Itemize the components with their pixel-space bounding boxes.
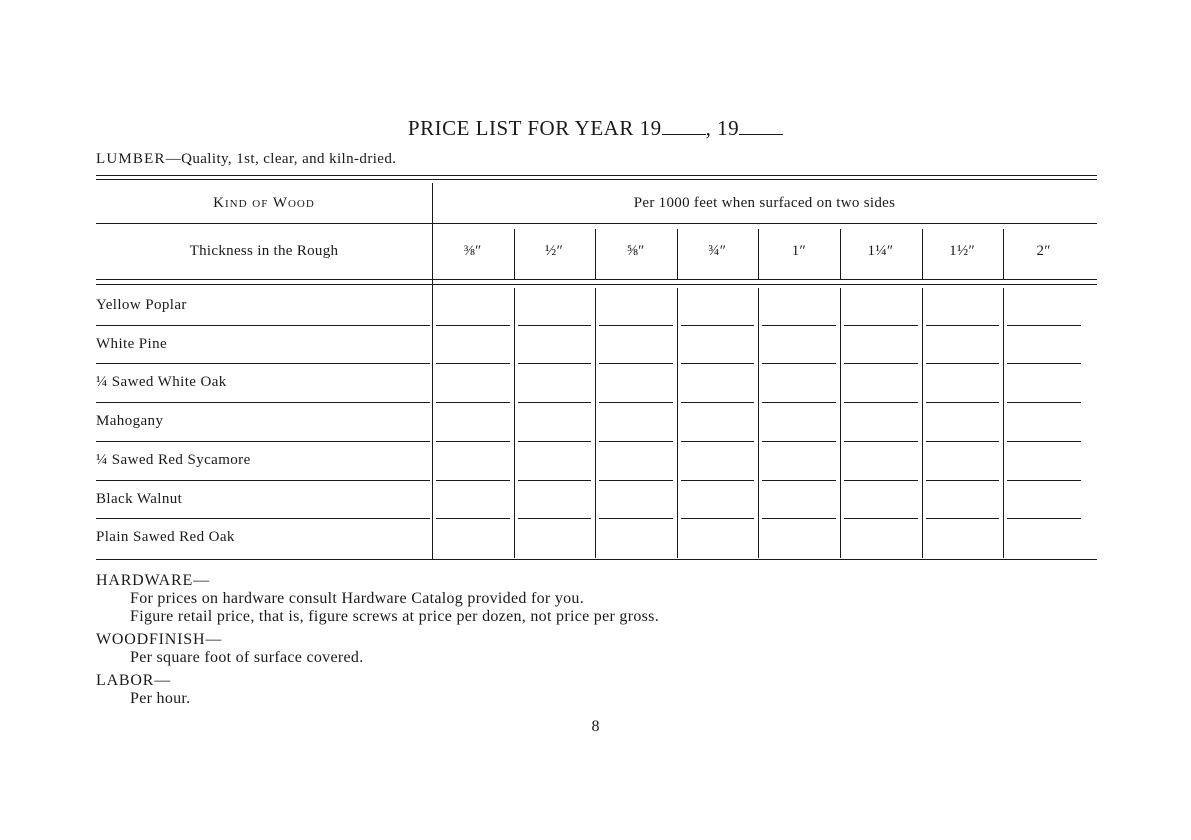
row-divider — [96, 325, 430, 326]
price-cell-blank[interactable] — [436, 441, 510, 442]
price-cell-blank[interactable] — [681, 402, 755, 403]
size-header: 1″ — [791, 243, 807, 259]
price-cell-blank[interactable] — [926, 402, 1000, 403]
size-column-divider — [840, 229, 841, 279]
price-cell-blank[interactable] — [599, 363, 673, 364]
size-column-divider — [1003, 229, 1004, 279]
wood-row-label: ¼ Sawed Red Sycamore — [96, 451, 251, 468]
price-cell-blank[interactable] — [436, 325, 510, 326]
price-cell-blank[interactable] — [844, 518, 918, 519]
wood-row-label: Plain Sawed Red Oak — [96, 529, 235, 546]
price-cell-blank[interactable] — [681, 441, 755, 442]
size-header: 1½″ — [949, 243, 976, 259]
price-cell-blank[interactable] — [762, 518, 836, 519]
notes-section — [96, 572, 659, 708]
header-divider — [96, 223, 1097, 224]
price-cell-blank[interactable] — [599, 402, 673, 403]
header-bottom-rule — [96, 279, 1097, 280]
price-cell-blank[interactable] — [926, 480, 1000, 481]
price-column-divider — [922, 288, 923, 558]
page-number: 8 — [591, 718, 600, 735]
price-cell-blank[interactable] — [762, 480, 836, 481]
price-cell-blank[interactable] — [518, 480, 592, 481]
price-cell-blank[interactable] — [1007, 518, 1081, 519]
price-cell-blank[interactable] — [518, 441, 592, 442]
title-prefix: PRICE LIST FOR YEAR 19 — [407, 116, 662, 140]
row-divider — [96, 480, 430, 481]
price-cell-blank[interactable] — [844, 363, 918, 364]
price-cell-blank[interactable] — [518, 518, 592, 519]
kind-column-divider — [432, 183, 433, 559]
price-cell-blank[interactable] — [436, 363, 510, 364]
price-cell-blank[interactable] — [844, 402, 918, 403]
price-column-divider — [677, 288, 678, 558]
price-cell-blank[interactable] — [681, 480, 755, 481]
price-cell-blank[interactable] — [844, 441, 918, 442]
price-column-divider — [514, 288, 515, 558]
price-cell-blank[interactable] — [599, 325, 673, 326]
price-cell-blank[interactable] — [436, 518, 510, 519]
price-cell-blank[interactable] — [926, 441, 1000, 442]
price-cell-blank[interactable] — [681, 363, 755, 364]
row-divider — [96, 518, 430, 519]
price-cell-blank[interactable] — [599, 441, 673, 442]
hardware-heading: HARDWARE— — [96, 572, 210, 589]
size-column-divider — [677, 229, 678, 279]
price-cell-blank[interactable] — [926, 325, 1000, 326]
row-divider — [96, 363, 430, 364]
price-column-divider — [758, 288, 759, 558]
per-1000-feet-header: Per 1000 feet when surfaced on two sides — [633, 195, 896, 211]
thickness-label: Thickness in the Rough — [189, 243, 339, 259]
size-header: ¾″ — [708, 243, 727, 259]
wood-row-label: Yellow Poplar — [96, 297, 187, 313]
price-column-divider — [595, 288, 596, 558]
size-column-divider — [758, 229, 759, 279]
price-column-divider — [1003, 288, 1004, 558]
price-cell-blank[interactable] — [518, 363, 592, 364]
size-column-divider — [922, 229, 923, 279]
price-cell-blank[interactable] — [599, 518, 673, 519]
price-cell-blank[interactable] — [1007, 480, 1081, 481]
labor-note: Per hour. — [130, 690, 191, 707]
size-header: ⅜″ — [463, 243, 482, 259]
table-top-rule-inner — [96, 179, 1097, 180]
price-cell-blank[interactable] — [844, 325, 918, 326]
table-bottom-rule — [96, 559, 1097, 560]
price-cell-blank[interactable] — [681, 518, 755, 519]
size-header: 2″ — [1036, 243, 1051, 259]
price-cell-blank[interactable] — [1007, 325, 1081, 326]
woodfinish-heading: WOODFINISH— — [96, 631, 223, 648]
lumber-label: LUMBER — [96, 151, 166, 167]
wood-row-label: Black Walnut — [96, 490, 183, 507]
wood-row-label: ¼ Sawed White Oak — [96, 374, 227, 391]
size-column-divider — [595, 229, 596, 279]
row-divider — [96, 441, 430, 442]
price-cell-blank[interactable] — [436, 402, 510, 403]
year-blank-1 — [662, 116, 706, 135]
year-blank-2 — [739, 116, 783, 135]
title-separator: , 19 — [705, 116, 740, 140]
row-divider — [96, 402, 430, 403]
size-header: ⅝″ — [626, 243, 645, 259]
header-bottom-rule-inner — [96, 284, 1097, 285]
price-cell-blank[interactable] — [762, 441, 836, 442]
size-header: 1¼″ — [867, 243, 894, 259]
table-top-rule — [96, 175, 1097, 176]
price-cell-blank[interactable] — [762, 325, 836, 326]
price-cell-blank[interactable] — [599, 480, 673, 481]
hardware-note-2: Figure retail price, that is, figure screws at price per dozen, not price per gross. — [130, 608, 660, 625]
price-cell-blank[interactable] — [844, 480, 918, 481]
price-cell-blank[interactable] — [762, 363, 836, 364]
price-cell-blank[interactable] — [926, 363, 1000, 364]
woodfinish-note: Per square foot of surface covered. — [130, 649, 364, 666]
price-cell-blank[interactable] — [1007, 402, 1081, 403]
price-cell-blank[interactable] — [681, 325, 755, 326]
lumber-heading — [96, 151, 396, 168]
page-title — [0, 116, 1191, 141]
price-cell-blank[interactable] — [518, 325, 592, 326]
price-cell-blank[interactable] — [762, 402, 836, 403]
kind-of-wood-header: Kind of Wood — [213, 195, 315, 211]
hardware-note-1: For prices on hardware consult Hardware Catalog provided for you. — [130, 590, 585, 607]
wood-row-label: White Pine — [96, 335, 168, 352]
price-cell-blank[interactable] — [1007, 441, 1081, 442]
price-column-divider — [840, 288, 841, 558]
price-cell-blank[interactable] — [926, 518, 1000, 519]
price-cell-blank[interactable] — [1007, 363, 1081, 364]
lumber-description: —Quality, 1st, clear, and kiln-dried. — [165, 151, 397, 167]
size-column-divider — [514, 229, 515, 279]
size-header: ½″ — [545, 243, 564, 259]
price-cell-blank[interactable] — [518, 402, 592, 403]
wood-row-label: Mahogany — [96, 413, 164, 430]
price-cell-blank[interactable] — [436, 480, 510, 481]
labor-heading: LABOR— — [96, 672, 172, 689]
